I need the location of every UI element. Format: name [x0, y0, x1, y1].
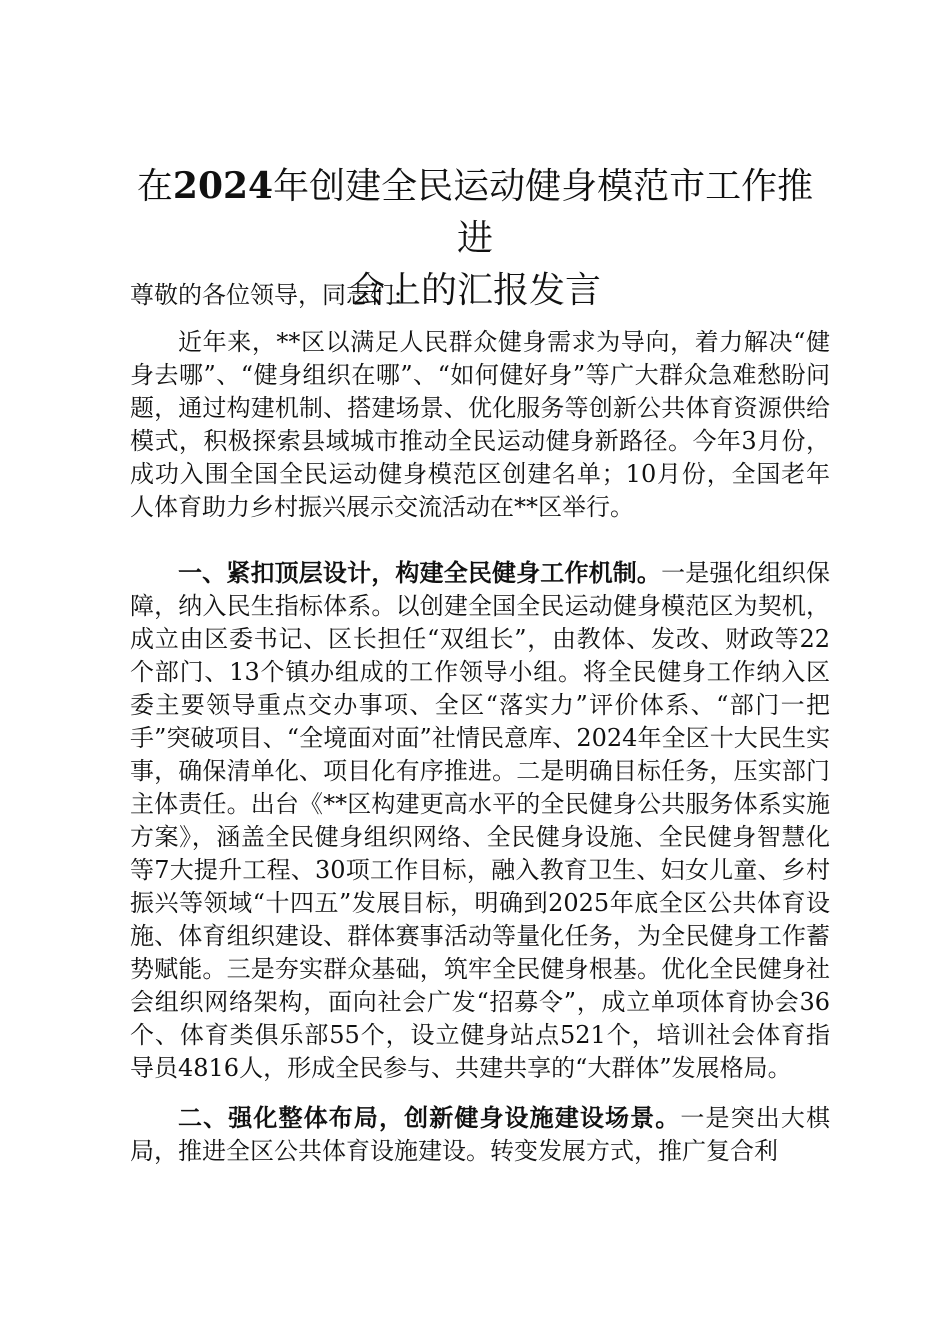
paragraph-text: 一是强化组织保障，纳入民生指标体系。以创建全国全民运动健身模范区为契机，成立由区委书记、区长担任“双组长”，由教体、发改、财政等22个部门、13个镇办组成的工作领导小组。将全民健身工作纳入区委主要领导重点交办事项、全区“落实力”评价体系、“部门一把手”突破项目、“全境面对面”社情民意库、2024年全区十大民生实事，确保清单化、项目化有序推进。二是明确目标任务，压实部门主体责任。出台《**区构建更高水平的全民健身公共服务体系实施方案》，涵盖全民健身组织网络、全民健身设施、全民健身智慧化等7大提升工程、30项工作目标，融入教育卫生、妇女儿童、乡村振兴等领域“十四五”发展目标，明确到2025年底全区公共体育设施、体育组织建设、群体赛事活动等量化任务，为全民健身工作蓄势赋能。三是夯实群众基础，筑牢全民健身根基。优化全民健身社会组织网络架构，面向社会广发“招募令”，成立单项体育协会36个、体育类俱乐部55个，设立健身站点521个，培训社会体育指导员4816人，形成全民参与、共建共享的“大群体”发展格局。 — [130, 559, 831, 1082]
section-heading: 二、强化整体布局，创新健身设施建设场景。 — [178, 1103, 681, 1132]
salutation: 尊敬的各位领导，同志们: — [130, 281, 403, 309]
title-line-1 — [120, 160, 830, 265]
paragraph-text: 近年来，**区以满足人民群众健身需求为导向，着力解决“健身去哪”、“健身组织在哪”、“如何健好身”等广大群众急难愁盼问题，通过构建机制、搭建场景、优化服务等创新公共体育资源供给模式，积极探索县域城市推动全民运动健身新路径。今年3月份，成功入围全国全民运动健身模范区创建名单；10月份，全国老年人体育助力乡村振兴展示交流活动在**区举行。 — [130, 328, 830, 521]
paragraph-text: 一是突出大棋局，推进全区公共体育设施建设。转变发展方式，推广复合利 — [130, 1104, 831, 1165]
paragraph-section-1 — [130, 556, 830, 1085]
title-line-2: 会上的汇报发言 — [348, 270, 601, 311]
section-heading: 一、紧扣顶层设计，构建全民健身工作机制。 — [178, 558, 662, 587]
title-year: 2024 — [172, 165, 274, 207]
title-prefix: 在 — [136, 166, 173, 207]
title-line-1-rest: 年创建全民运动健身模范市工作推进 — [273, 166, 814, 259]
paragraph-intro — [130, 326, 830, 524]
paragraph-section-2 — [130, 1101, 830, 1168]
